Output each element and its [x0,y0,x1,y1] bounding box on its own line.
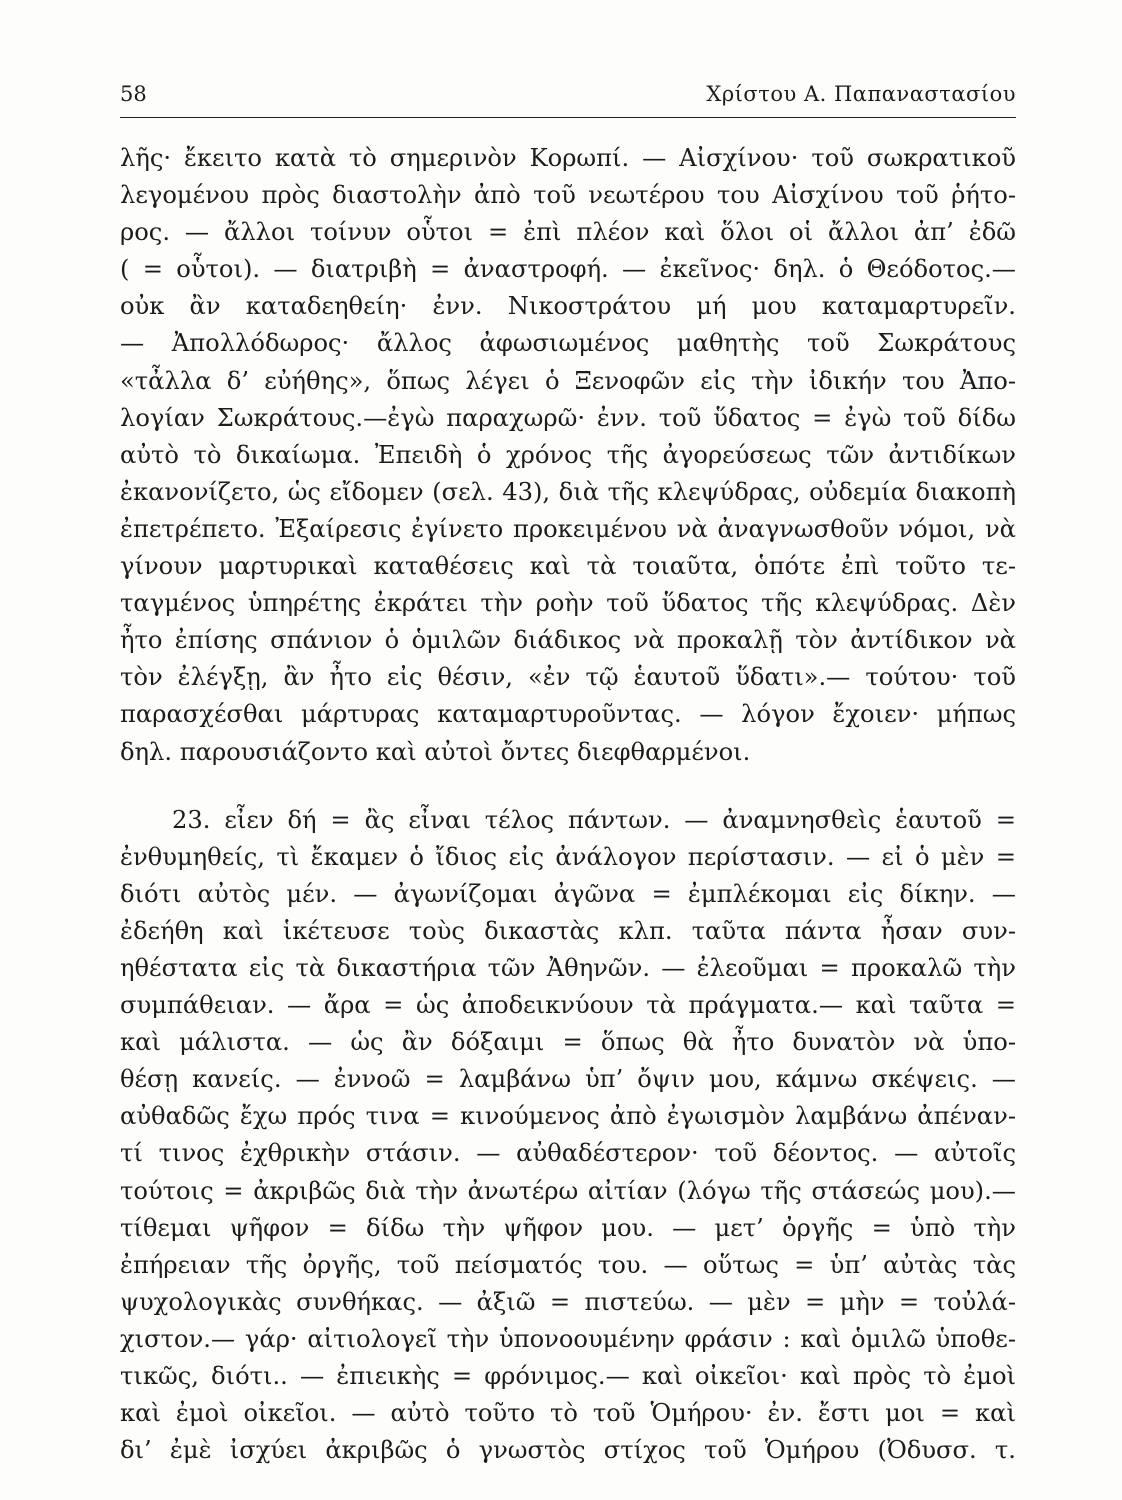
text-line: ἐπήρειαν τῆς ὀργῆς, τοῦ πείσματός του. — οὕτως = ὑπ’ αὐτὰς τὰς [120,1250,1016,1279]
text-line: οὐκ ἂν καταδεηθείη· ἐνν. Νικοστράτου μή μου καταμαρτυρεῖν. [120,292,1016,321]
text-line: τούτοις = ἀκριβῶς διὰ τὴν ἀνωτέρω αἰτίαν (λόγω τῆς στάσεώς μου).— [120,1176,1016,1205]
text-line: δι’ ἐμὲ ἰσχύει ἀκριβῶς ὁ γνωστὸς στίχος τοῦ Ὁμήρου (Ὀδυσσ. τ. [120,1436,1016,1465]
text-line: καὶ ἐμοὶ οἰκεῖοι. — αὐτὸ τοῦτο τὸ τοῦ Ὁμήρου· ἐν. ἔστι μοι = καὶ [120,1399,1016,1428]
text-line: ἐκανονίζετο, ὡς εἴδομεν (σελ. 43), διὰ τῆς κλεψύδρας, οὐδεμία διακοπὴ [120,477,1016,506]
text-line: χιστον.— γάρ· αἰτιολογεῖ τὴν ὑπονοουμένην φράσιν : καὶ ὁμιλῶ ὑποθε- [120,1324,1016,1353]
text-line: τί τινος ἐχθρικὴν στάσιν. — αὐθαδέστερον· τοῦ δέοντος. — αὐτοῖς [120,1139,1016,1168]
page-header [120,82,1016,116]
text-line: δηλ. παρουσιάζοντο καὶ αὐτοὶ ὄντες διεφθαρμένοι. [120,737,751,766]
text-line: τικῶς, διότι.. — ἐπιεικὴς = φρόνιμος.— καὶ οἰκεῖοι· καὶ πρὸς τὸ ἐμοὶ [120,1362,1016,1390]
text-line: ἐπετρέπετο. Ἐξαίρεσις ἐγίνετο προκειμένου νὰ ἀναγνωσθοῦν νόμοι, νὰ [120,514,1016,543]
text-line: καὶ μάλιστα. — ὡς ἂν δόξαιμι = ὅπως θὰ ἦτο δυνατὸν νὰ ὑπο- [120,1028,1016,1057]
text-line: «τἆλλα δ’ εὐήθης», ὅπως λέγει ὁ Ξενοφῶν εἰς τὴν ἰδικήν του Ἀπο- [120,366,1016,395]
running-title: Χρίστου Α. Παπαναστασίου [706,82,1016,106]
text-line: ψυχολογικὰς συνθήκας. — ἀξιῶ = πιστεύω. — μὲν = μὴν = τοὐλά- [120,1287,1016,1316]
page-number: 58 [120,82,147,106]
commentary-text [120,140,1016,1469]
text-line: ἦτο ἐπίσης σπάνιον ὁ ὁμιλῶν διάδικος νὰ προκαλῇ τὸν ἀντίδικον νὰ [120,626,1016,655]
text-line: ἐνθυμηθείς, τὶ ἔκαμεν ὁ ἴδιος εἰς ἀνάλογον περίστασιν. — εἰ ὁ μὲν = [120,842,1016,871]
text-line: ( = οὗτοι). — διατριβὴ = ἀναστροφή. — ἐκεῖνος· δηλ. ὁ Θεόδοτος.— [120,255,1016,284]
text-line: ηθέστατα εἰς τὰ δικαστήρια τῶν Ἀθηνῶν. — ἐλεοῦμαι = προκαλῶ τὴν [120,953,1016,982]
text-line: λῆς· ἔκειτο κατὰ τὸ σημερινὸν Κορωπί. — Αἰσχίνου· τοῦ σωκρατικοῦ [120,144,1016,172]
text-line: τὸν ἐλέγξῃ, ἂν ἦτο εἰς θέσιν, «ἐν τῷ ἑαυτοῦ ὕδατι».— τούτου· τοῦ [120,663,1016,692]
header-rule [120,117,1016,118]
text-line: ἐδεήθη καὶ ἱκέτευσε τοὺς δικαστὰς κλπ. ταῦτα πάντα ἦσαν συν- [120,916,1016,945]
text-line: ρος. — ἄλλοι τοίνυν οὗτοι = ἐπὶ πλέον καὶ ὅλοι οἱ ἄλλοι ἀπ’ ἐδῶ [120,218,1016,247]
text-line: διότι αὐτὸς μέν. — ἀγωνίζομαι ἀγῶνα = ἐμπλέκομαι εἰς δίκην. — [120,879,1016,908]
text-line: ταγμένος ὑπηρέτης ἐκράτει τὴν ροὴν τοῦ ὕδατος τῆς κλεψύδρας. Δὲν [120,589,1016,618]
text-line: — Ἀπολλόδωρος· ἄλλος ἀφωσιωμένος μαθητὴς τοῦ Σωκράτους [120,329,1016,358]
text-line: παρασχέσθαι μάρτυρας καταμαρτυροῦντας. — λόγον ἔχοιεν· μήπως [120,700,1016,729]
text-line: 23. εἶεν δή = ἂς εἶναι τέλος πάντων. — ἀναμνησθεὶς ἑαυτοῦ = [172,805,1016,834]
text-line: λεγομένου πρὸς διαστολὴν ἀπὸ τοῦ νεωτέρου του Αἰσχίνου τοῦ ῥήτο- [120,181,1016,210]
paragraph-gap [120,771,1016,802]
text-line: αὐτὸ τὸ δικαίωμα. Ἐπειδὴ ὁ χρόνος τῆς ἀγορεύσεως τῶν ἀντιδίκων [120,440,1016,469]
text-line: γίνουν μαρτυρικαὶ καταθέσεις καὶ τὰ τοιαῦτα, ὁπότε ἐπὶ τοῦτο τε- [120,552,1016,581]
text-line: αὐθαδῶς ἔχω πρός τινα = κινούμενος ἀπὸ ἐγωισμὸν λαμβάνω ἀπέναν- [120,1102,1016,1131]
text-line: τίθεμαι ψῆφον = δίδω τὴν ψῆφον μου. — μετ’ ὀργῆς = ὑπὸ τὴν [120,1213,1016,1242]
text-line: λογίαν Σωκράτους.—ἐγὼ παραχωρῶ· ἐνν. τοῦ ὕδατος = ἐγὼ τοῦ δίδω [120,403,1016,432]
text-line: θέσῃ κανείς. — ἐννοῶ = λαμβάνω ὑπ’ ὄψιν μου, κάμνω σκέψεις. — [120,1065,1016,1094]
text-line: συμπάθειαν. — ἄρα = ὡς ἀποδεικνύουν τὰ πράγματα.— καὶ ταῦτα = [120,991,1016,1020]
